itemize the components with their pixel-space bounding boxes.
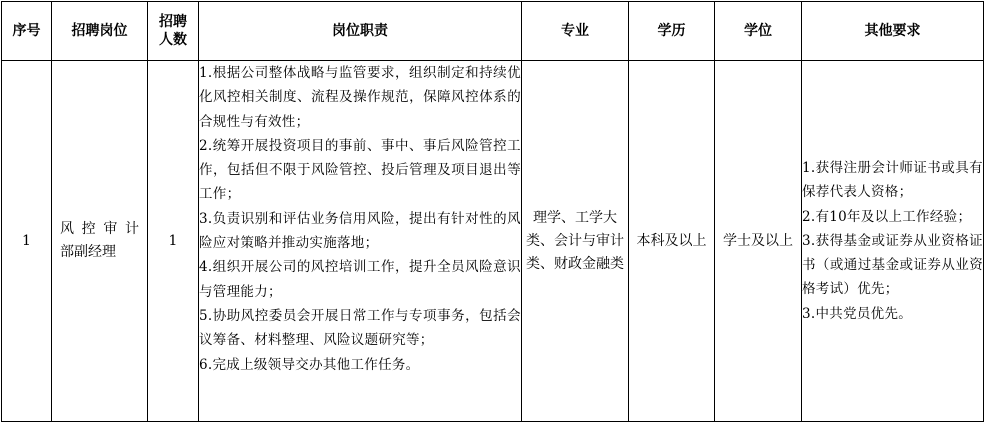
duty-item: 1.根据公司整体战略与监管要求，组织制定和持续优化风控相关制度、流程及操作规范，保障风控体系的合规性与有效性；: [199, 65, 521, 130]
cell-education: 本科及以上: [629, 61, 715, 422]
header-duties: 岗位职责: [199, 2, 522, 61]
header-other: 其他要求: [802, 2, 984, 61]
cell-position: [52, 61, 148, 422]
other-item: 1.获得注册会计师证书或具有保荐代表人资格；: [802, 159, 983, 201]
header-education: 学历: [629, 2, 715, 61]
cell-degree: 学士及以上: [715, 61, 802, 422]
other-item: 3.中共党员优先。: [802, 305, 913, 322]
header-position: 招聘岗位: [52, 2, 148, 61]
header-count: 招聘人数: [148, 2, 199, 61]
header-degree: 学位: [715, 2, 802, 61]
table-row: [2, 61, 984, 422]
recruitment-table: [1, 1, 984, 422]
position-line: 风控审计: [60, 221, 139, 237]
cell-seq: 1: [2, 61, 52, 422]
cell-other: [802, 61, 984, 422]
cell-duties: [199, 61, 522, 422]
duty-item: 6.完成上级领导交办其他工作任务。: [199, 356, 420, 373]
cell-major: 理学、工学大类、会计与审计类、财政金融类: [522, 61, 629, 422]
duty-item: 4.组织开展公司的风控培训工作，提升全员风险意识与管理能力；: [199, 259, 521, 300]
header-seq: 序号: [2, 2, 52, 61]
header-row: [2, 2, 984, 61]
duty-item: 2.统筹开展投资项目的事前、事中、事后风险管控工作，包括但不限于风险管控、投后管理及项目退出等工作；: [199, 137, 521, 203]
position-line: 部副经理: [60, 244, 116, 260]
other-item: 2.有10年及以上工作经验；: [802, 208, 972, 225]
duty-item: 3.负责识别和评估业务信用风险，提出有针对性的风险应对策略并推动实施落地；: [199, 210, 521, 252]
other-item: 3.获得基金或证券从业资格证书（或通过基金或证券从业资格考试）优先；: [802, 232, 983, 298]
header-major: 专业: [522, 2, 629, 61]
duty-item: 5.协助风控委员会开展日常工作与专项事务，包括会议筹备、材料整理、风险议题研究等；: [199, 307, 521, 349]
cell-count: 1: [148, 61, 199, 422]
